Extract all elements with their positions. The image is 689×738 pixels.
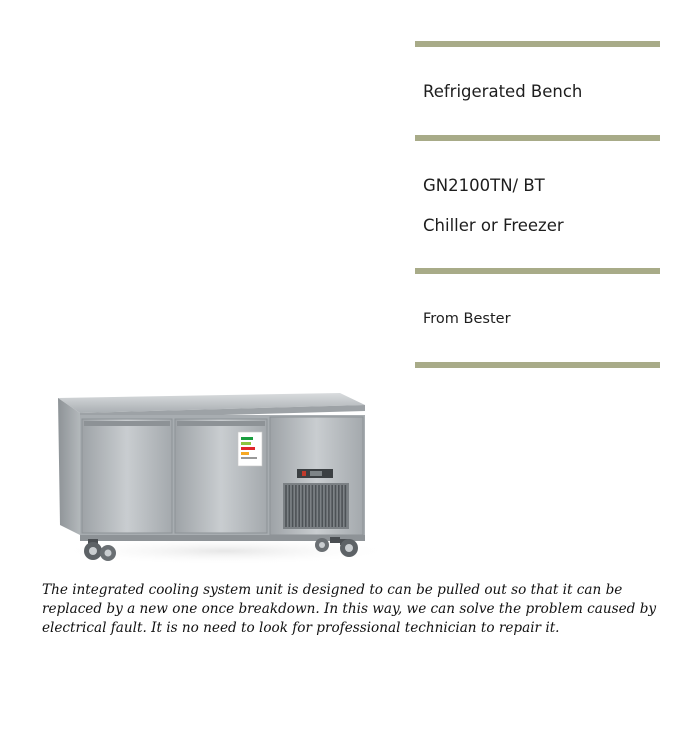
divider-rule	[415, 41, 660, 47]
divider-rule	[415, 268, 660, 274]
product-category: Refrigerated Bench	[423, 82, 583, 101]
product-source: From Bester	[423, 311, 511, 327]
divider-rule	[415, 362, 660, 368]
divider-rule	[415, 135, 660, 141]
product-type: Chiller or Freezer	[423, 216, 564, 235]
product-model: GN2100TN/ BT	[423, 176, 545, 195]
refrigerated-bench-image	[40, 385, 385, 565]
product-description: The integrated cooling system unit is designed to can be pulled out so that it can be replaced by a new one once breakdown. In this way, we can solve the problem caused by electrical fault. It is no need to look for professional technician to repair it.	[42, 582, 657, 637]
